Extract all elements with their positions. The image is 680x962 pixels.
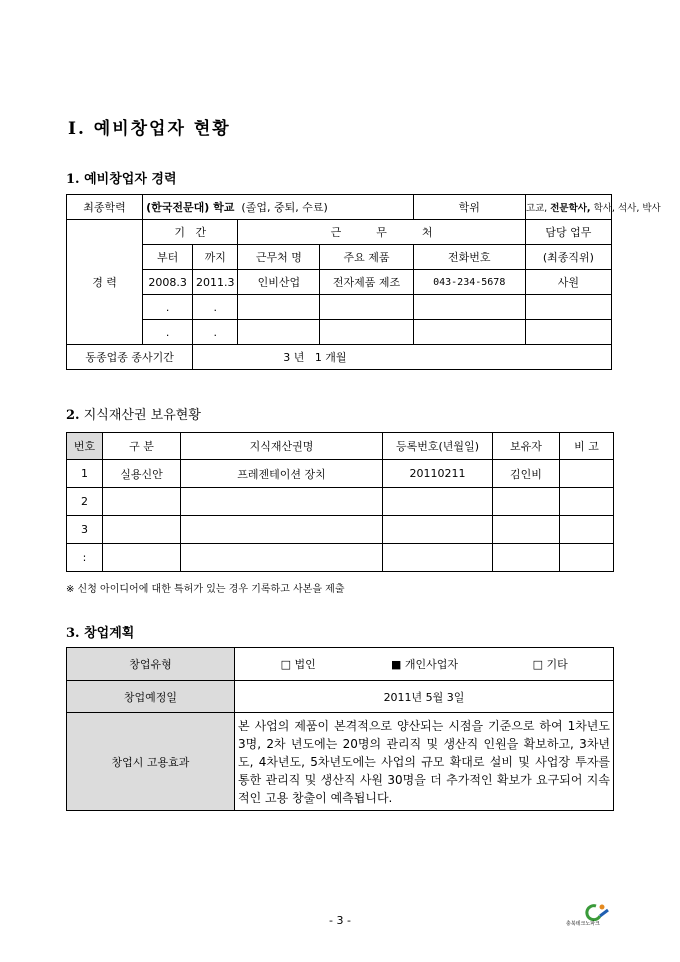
work-header: 근 무 처 — [238, 220, 526, 245]
career-from: . — [143, 320, 193, 345]
ip-header-name: 지식재산권명 — [181, 433, 383, 460]
ip-no: 3 — [67, 516, 103, 544]
phone-header: 전화번호 — [413, 245, 525, 270]
table-row — [67, 516, 614, 544]
section2-title: 지식재산권 보유현황 — [83, 408, 201, 423]
from-header: 부터 — [143, 245, 193, 270]
section1-number: 1. — [66, 172, 80, 187]
degree-label: 학위 — [413, 195, 525, 220]
ip-header-reg: 등록번호(년월일) — [383, 433, 493, 460]
company-header: 근무처 명 — [238, 245, 320, 270]
duty-header: 담당 업무 — [525, 220, 611, 245]
career-label: 경 력 — [67, 220, 143, 345]
career-from: . — [143, 295, 193, 320]
section1-title: 예비창업자 경력 — [84, 172, 177, 187]
ip-owner — [493, 488, 560, 516]
career-duty — [525, 295, 611, 320]
ip-no: 1 — [67, 460, 103, 488]
edu-school: (한국전문대) 학교 — [146, 201, 235, 214]
career-to: . — [193, 295, 238, 320]
table-row — [67, 544, 614, 572]
same-industry-value: 3 년 1 개월 — [193, 345, 612, 370]
career-phone — [413, 320, 525, 345]
startup-date-value: 2011년 5월 3일 — [235, 681, 614, 713]
ip-header-no: 번호 — [67, 433, 103, 460]
table-row — [67, 488, 614, 516]
logo-caption: 충북테크노파크 — [566, 921, 600, 927]
table-row — [67, 460, 614, 488]
page-number: - 3 - — [329, 914, 351, 927]
career-to: . — [193, 320, 238, 345]
startup-date-label: 창업예정일 — [67, 681, 235, 713]
section2-heading — [66, 404, 201, 423]
edu-cell — [143, 195, 414, 220]
career-phone — [413, 295, 525, 320]
ip-type — [103, 544, 181, 572]
section1-heading — [66, 168, 177, 187]
degree-options — [525, 195, 661, 220]
career-row — [67, 295, 612, 320]
career-product — [320, 295, 413, 320]
ip-owner — [493, 544, 560, 572]
ip-name — [181, 488, 383, 516]
same-industry-label: 동종업종 종사기간 — [67, 345, 193, 370]
career-row — [67, 270, 612, 295]
ip-owner: 김인비 — [493, 460, 560, 488]
employment-text: 본 사업의 제품이 본격적으로 양산되는 시점을 기준으로 하여 1차년도 3명, 2차 년도에는 20명의 관리직 및 생산직 인원을 확보하고, 3차년도, 4차년도, 5차년도에는 사업의 규모 확대로 설비 및 사업장 투자를 통한 관리직 및 생산직 사원 30명을 더 추가적인 확보가 요구되어 지속적인 고용 창출이 예측됩니다. — [235, 713, 614, 811]
ip-name: 프레젠테이션 장치 — [181, 460, 383, 488]
option-individual: ■ 개인사업자 — [362, 648, 488, 681]
section2-number: 2. — [66, 408, 80, 423]
product-header: 주요 제품 — [320, 245, 413, 270]
degree-option-highschool: 고교, — [525, 203, 548, 214]
duty-sub-header: (최종직위) — [525, 245, 611, 270]
edu-label: 최종학력 — [67, 195, 143, 220]
ip-name — [181, 516, 383, 544]
degree-option-associate: 전문학사, — [550, 203, 591, 214]
ip-type — [103, 488, 181, 516]
ip-note — [560, 544, 614, 572]
page-title: Ⅰ. 예비창업자 현황 — [68, 119, 231, 139]
edu-status: (졸업, 중퇴, 수료) — [241, 201, 328, 214]
career-product: 전자제품 제조 — [320, 270, 413, 295]
to-header: 까지 — [193, 245, 238, 270]
career-phone: 043-234-5678 — [413, 270, 525, 295]
ip-type: 실용신안 — [103, 460, 181, 488]
ip-name — [181, 544, 383, 572]
ip-note — [560, 460, 614, 488]
ip-footnote: ※ 신청 아이디어에 대한 특허가 있는 경우 기록하고 사본을 제출 — [66, 584, 345, 595]
career-from: 2008.3 — [143, 270, 193, 295]
ip-owner — [493, 516, 560, 544]
ip-type — [103, 516, 181, 544]
career-company: 인비산업 — [238, 270, 320, 295]
career-row — [67, 320, 612, 345]
period-header: 기 간 — [143, 220, 238, 245]
career-company — [238, 295, 320, 320]
startup-plan-table — [66, 647, 614, 811]
ip-no: : — [67, 544, 103, 572]
ip-header-owner: 보유자 — [493, 433, 560, 460]
ip-reg — [383, 488, 493, 516]
option-other: □ 기타 — [488, 648, 614, 681]
ip-reg — [383, 544, 493, 572]
career-company — [238, 320, 320, 345]
career-to: 2011.3 — [193, 270, 238, 295]
career-duty — [525, 320, 611, 345]
section3-number: 3. — [66, 626, 80, 641]
degree-option-others: 학사, 석사, 박사 — [593, 203, 661, 214]
career-product — [320, 320, 413, 345]
ip-note — [560, 516, 614, 544]
ip-header-note: 비 고 — [560, 433, 614, 460]
ip-no: 2 — [67, 488, 103, 516]
career-duty: 사원 — [525, 270, 611, 295]
option-corporation: □ 법인 — [235, 648, 362, 681]
section3-title: 창업계획 — [84, 626, 135, 641]
section3-heading — [66, 622, 134, 641]
ip-table — [66, 432, 614, 572]
ip-reg: 20110211 — [383, 460, 493, 488]
career-table — [66, 194, 661, 370]
ip-reg — [383, 516, 493, 544]
ip-header-type: 구 분 — [103, 433, 181, 460]
employment-label: 창업시 고용효과 — [67, 713, 235, 811]
ip-note — [560, 488, 614, 516]
startup-type-label: 창업유형 — [67, 648, 235, 681]
